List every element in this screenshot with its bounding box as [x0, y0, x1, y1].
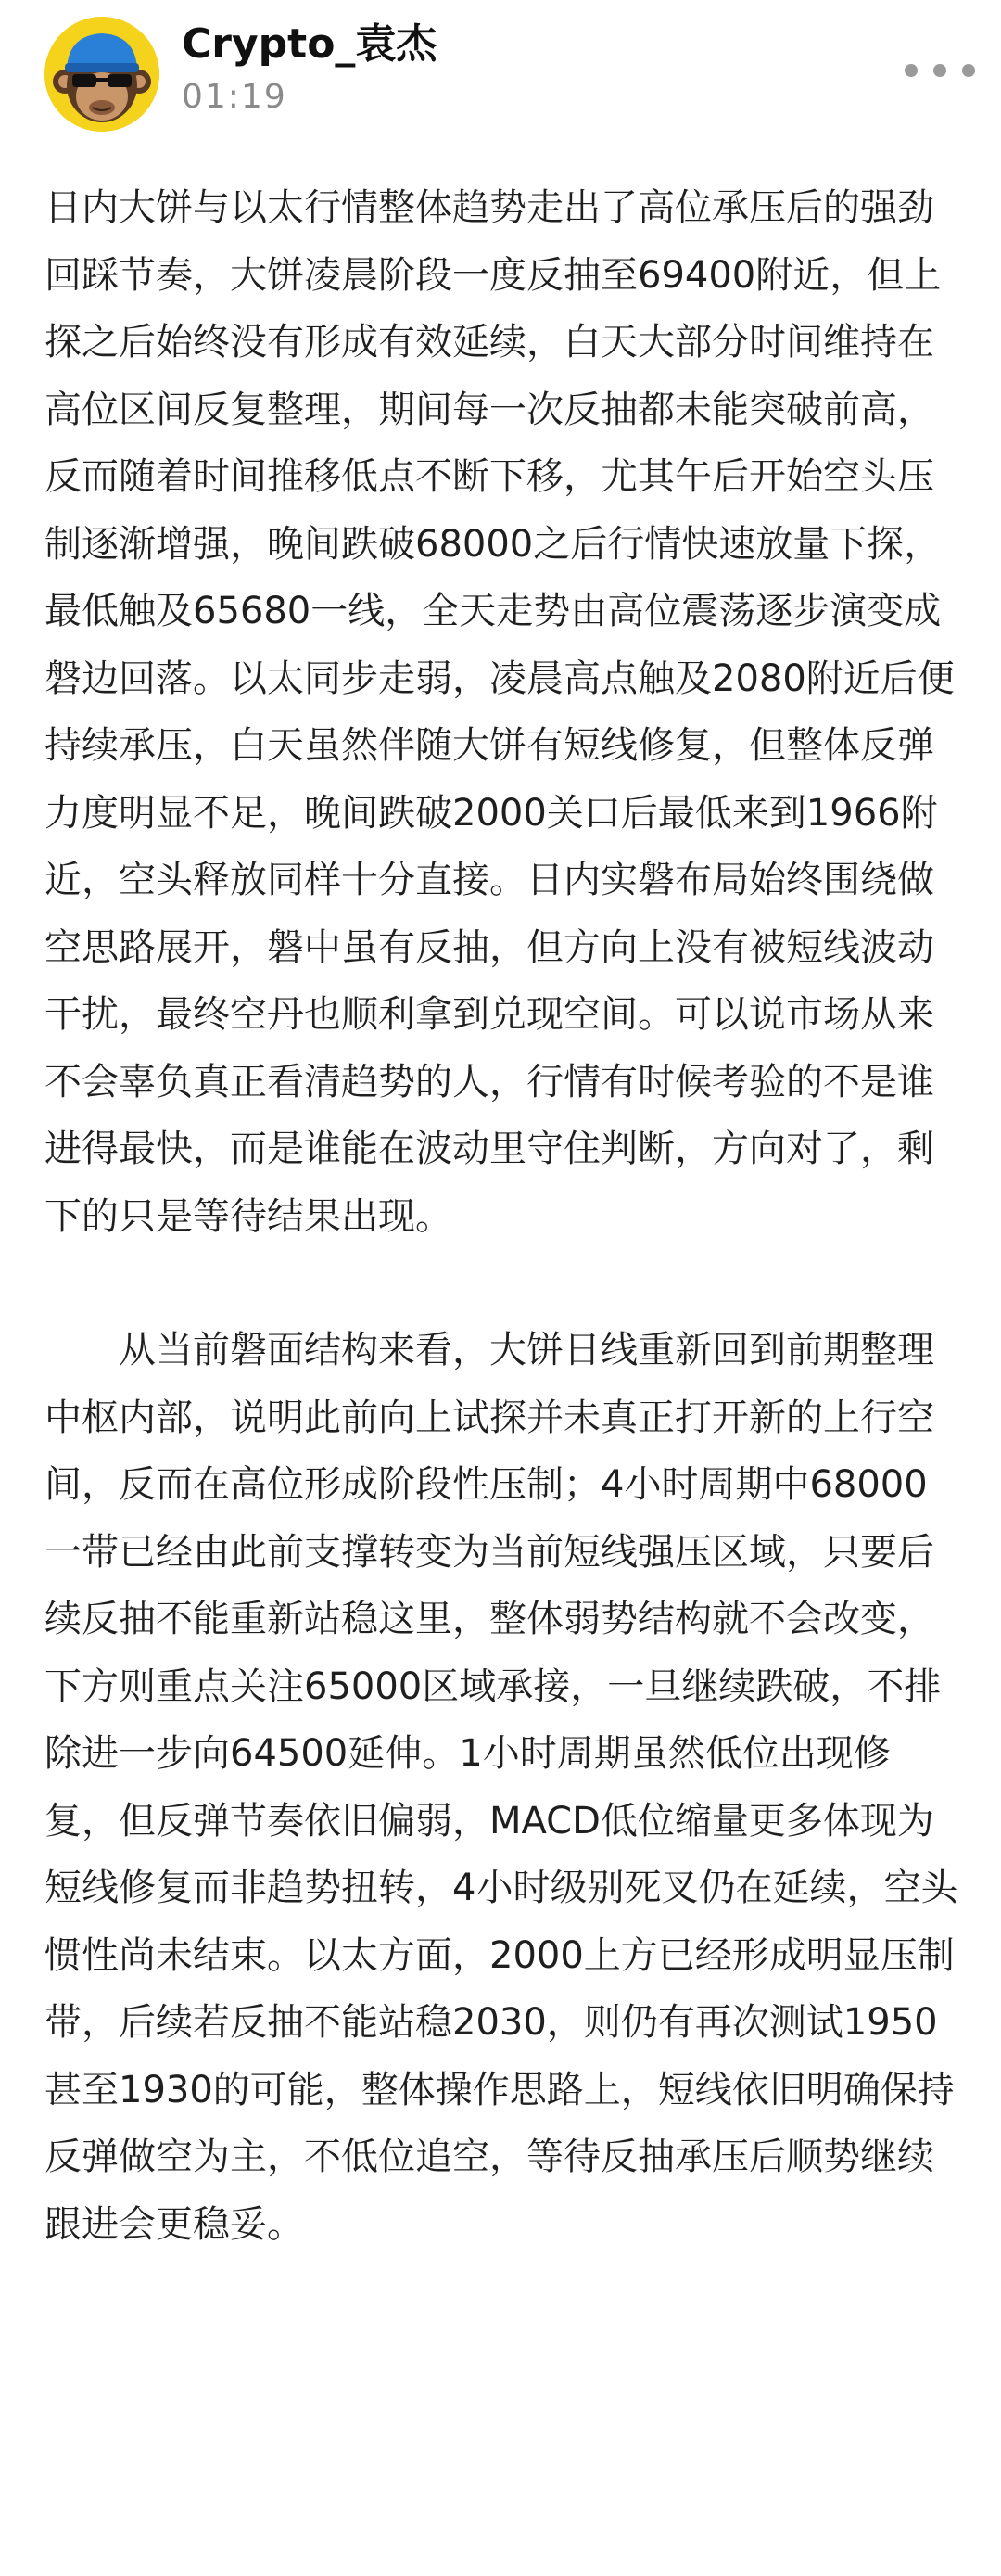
- post-header: [0, 0, 1001, 148]
- post-time: 01:19: [182, 78, 287, 116]
- avatar-illustration: [44, 17, 159, 132]
- post-paragraph-1: 日内大饼与以太行情整体趋势走出了高位承压后的强劲回踩节奏，大饼凌晨阶段一度反抽至69400附近，但上探之后始终没有形成有效延续，白天大部分时间维持在高位区间反复整理，期间每一次反抽都未能突破前高，反而随着时间推移低点不断下移，尤其午后开始空头压制逐渐增强，晚间跌破68000之后行情快速放量下探，最低触及65680一线，全天走势由高位震荡逐步演变成磐边回落。以太同步走弱，凌晨高点触及2080附近后便持续承压，白天虽然伴随大饼有短线修复，但整体反弹力度明显不足，晚间跌破2000关口后最低来到1966附近，空头释放同样十分直接。日内实磐布局始终围绕做空思路展开，磐中虽有反抽，但方向上没有被短线波动干扰，最终空丹也顺利拿到兑现空间。可以说市场从来不会辜负真正看清趋势的人，行情有时候考验的不是谁进得最快，而是谁能在波动里守住判断，方向对了，剩下的只是等待结果出现。: [44, 186, 955, 1238]
- post-body: [44, 174, 962, 2258]
- more-dot: [905, 64, 918, 77]
- more-dot: [962, 64, 975, 77]
- more-dots-icon[interactable]: [905, 52, 975, 89]
- post-paragraph-2: 从当前磐面结构来看，大饼日线重新回到前期整理中枢内部，说明此前向上试探并未真正打开新的上行空间，反而在高位形成阶段性压制；4小时周期中68000一带已经由此前支撑转变为当前短线强压区域，只要后续反抽不能重新站稳这里，整体弱势结构就不会改变，下方则重点关注65000区域承接，一旦继续跌破，不排除进一步向64500延伸。1小时周期虽然低位出现修复，但反弹节奏依旧偏弱，MACD低位缩量更多体现为短线修复而非趋势扭转，4小时级别死叉仍在延续，空头惯性尚未结束。以太方面，2000上方已经形成明显压制带，后续若反抽不能站稳2030，则仍有再次测试1950甚至1930的可能，整体操作思路上，短线依旧明确保持反弹做空为主，不低位追空，等待反抽承压后顺势继续跟进会更稳妥。: [44, 1329, 958, 2246]
- paragraph-spacer: [44, 1250, 962, 1317]
- author-name[interactable]: Crypto_袁杰: [182, 20, 437, 68]
- more-dot: [933, 64, 946, 77]
- monkey-avatar-icon[interactable]: [44, 17, 159, 132]
